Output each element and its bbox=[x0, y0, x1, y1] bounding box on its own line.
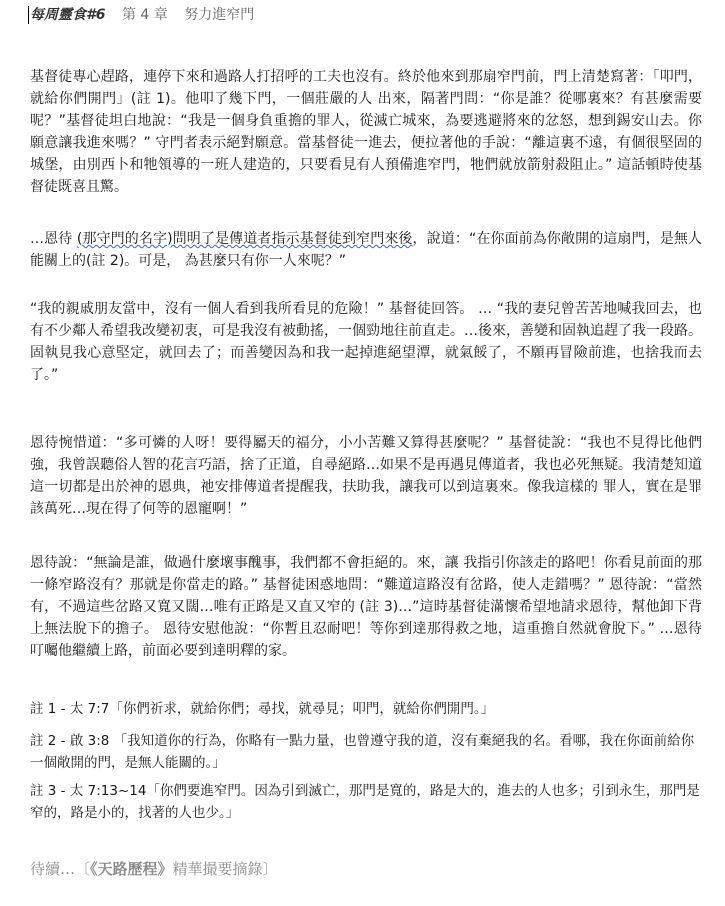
series-title: 每周靈食#6 bbox=[30, 7, 106, 23]
continued-footer bbox=[30, 858, 278, 880]
chapter-number: 第 4 章 bbox=[121, 7, 168, 23]
footnote-2: 註 2 - 啟 3:8 「我知道你的行為，你略有一點力量，也曾遵守我的道，沒有棄絕我的名。看哪，我在你面前給你一個敞開的門，是無人能關的。」 bbox=[30, 733, 695, 771]
chapter-title: 努力進窄門 bbox=[184, 7, 255, 23]
text-cursor bbox=[28, 6, 29, 24]
spellcheck-underlined-text: (那守門的名字)問明了是傳道者指示基督徒到窄門來後 bbox=[76, 231, 413, 247]
footer-lead: 待續…〔 bbox=[30, 860, 91, 878]
book-title: 《天路歷程》 bbox=[90, 860, 173, 878]
document-header bbox=[30, 6, 254, 24]
paragraph-2-rest: ，說道：“在你面前為你敞開的這扇門，是無人能關上的(註 2)。可是， 為甚麼只有你一人來呢？” bbox=[30, 231, 702, 269]
paragraph-4: 恩待惋惜道：“多可憐的人呀！要得屬天的福分，小小苦難又算得甚麼呢？” 基督徒說：“我也不見得比他們強，我曾誤聽俗人智的花言巧語，捨了正道，自尋絕路…如果不是再遇見傳道者，我也必死無疑。我清楚知道這一切都是出於神的恩典，祂安排傳道者提醒我，扶助我，讓我可以到這裏來。像我這樣的 罪人，實在是罪該萬死…現在得了何等的恩寵啊！” bbox=[30, 435, 702, 517]
paragraph-3: “我的親戚朋友當中，沒有一個人看到我所看見的危險！” 基督徒回答。 … “我的妻兒曾苦苦地喊我回去，也有不少鄰人希望我改變初衷，可是我沒有被動搖，一個勁地往前直走。…後來，善變和固執追趕了我一段路。固執見我心意堅定，就回去了；而善變因為和我一起掉進絕望潭，就氣餒了，不願再冒險前進，也捨我而去了。” bbox=[30, 301, 702, 383]
paragraph-1: 基督徒專心趕路，連停下來和過路人打招呼的工夫也沒有。終於他來到那扇窄門前，門上清楚寫著：「叩門，就給你們開門」(註 1)。他叩了幾下門，一個莊嚴的人 出來，隔著門問：“你是誰？從哪裏來？有甚麼需要呢？”基督徒坦白地說：“我是一個身負重擔的罪人，從滅亡城來，為要逃避將來的忿怒，想到錫安山去。你願意讓我進來嗎？” 守門者表示絕對願意。當基督徒一進去，便拉著他的手說：“離這裏不遠，有個很堅固的城堡，由別西卜和牠領導的一班人建造的，只要看見有人預備進窄門，牠們就放箭射殺阻止。” 這話頓時使基督徒既喜且驚。 bbox=[30, 69, 702, 195]
paragraph-2 bbox=[30, 228, 702, 272]
footnote-3: 註 3 - 太 7:13~14「你們要進窄門。因為引到滅亡，那門是寬的，路是大的，進去的人也多；引到永生，那門是窄的，路是小的，找著的人也少。」 bbox=[30, 783, 700, 821]
paragraph-5: 恩待說：“無論是誰，做過什麼壞事醜事，我們都不會拒絕的。來，讓 我指引你該走的路吧！你看見前面的那一條窄路沒有？那就是你當走的路。” 基督徒困惑地問：“難道這路沒有岔路，使人走錯嗎？” 恩待說：“當然有，不過這些岔路又寬又闊…唯有正路是又直又窄的 (註 3)…”這時基督徒滿懷希望地請求恩待，幫他卸下背上無法脫下的擔子。 恩待安慰他說：“你暫且忍耐吧！等你到達那得救之地，這重擔自然就會脫下。” …恩待叮囑他繼續上路，前面必要到達明釋的家。 bbox=[30, 555, 702, 659]
paragraph-2-lead: …恩待 bbox=[30, 231, 77, 247]
footnote-1: 註 1 - 太 7:7「你們祈求，就給你們；尋找，就尋見；叩門，就給你們開門。」 bbox=[30, 701, 495, 717]
footer-tail: 精華撮要摘錄〕 bbox=[172, 860, 278, 878]
